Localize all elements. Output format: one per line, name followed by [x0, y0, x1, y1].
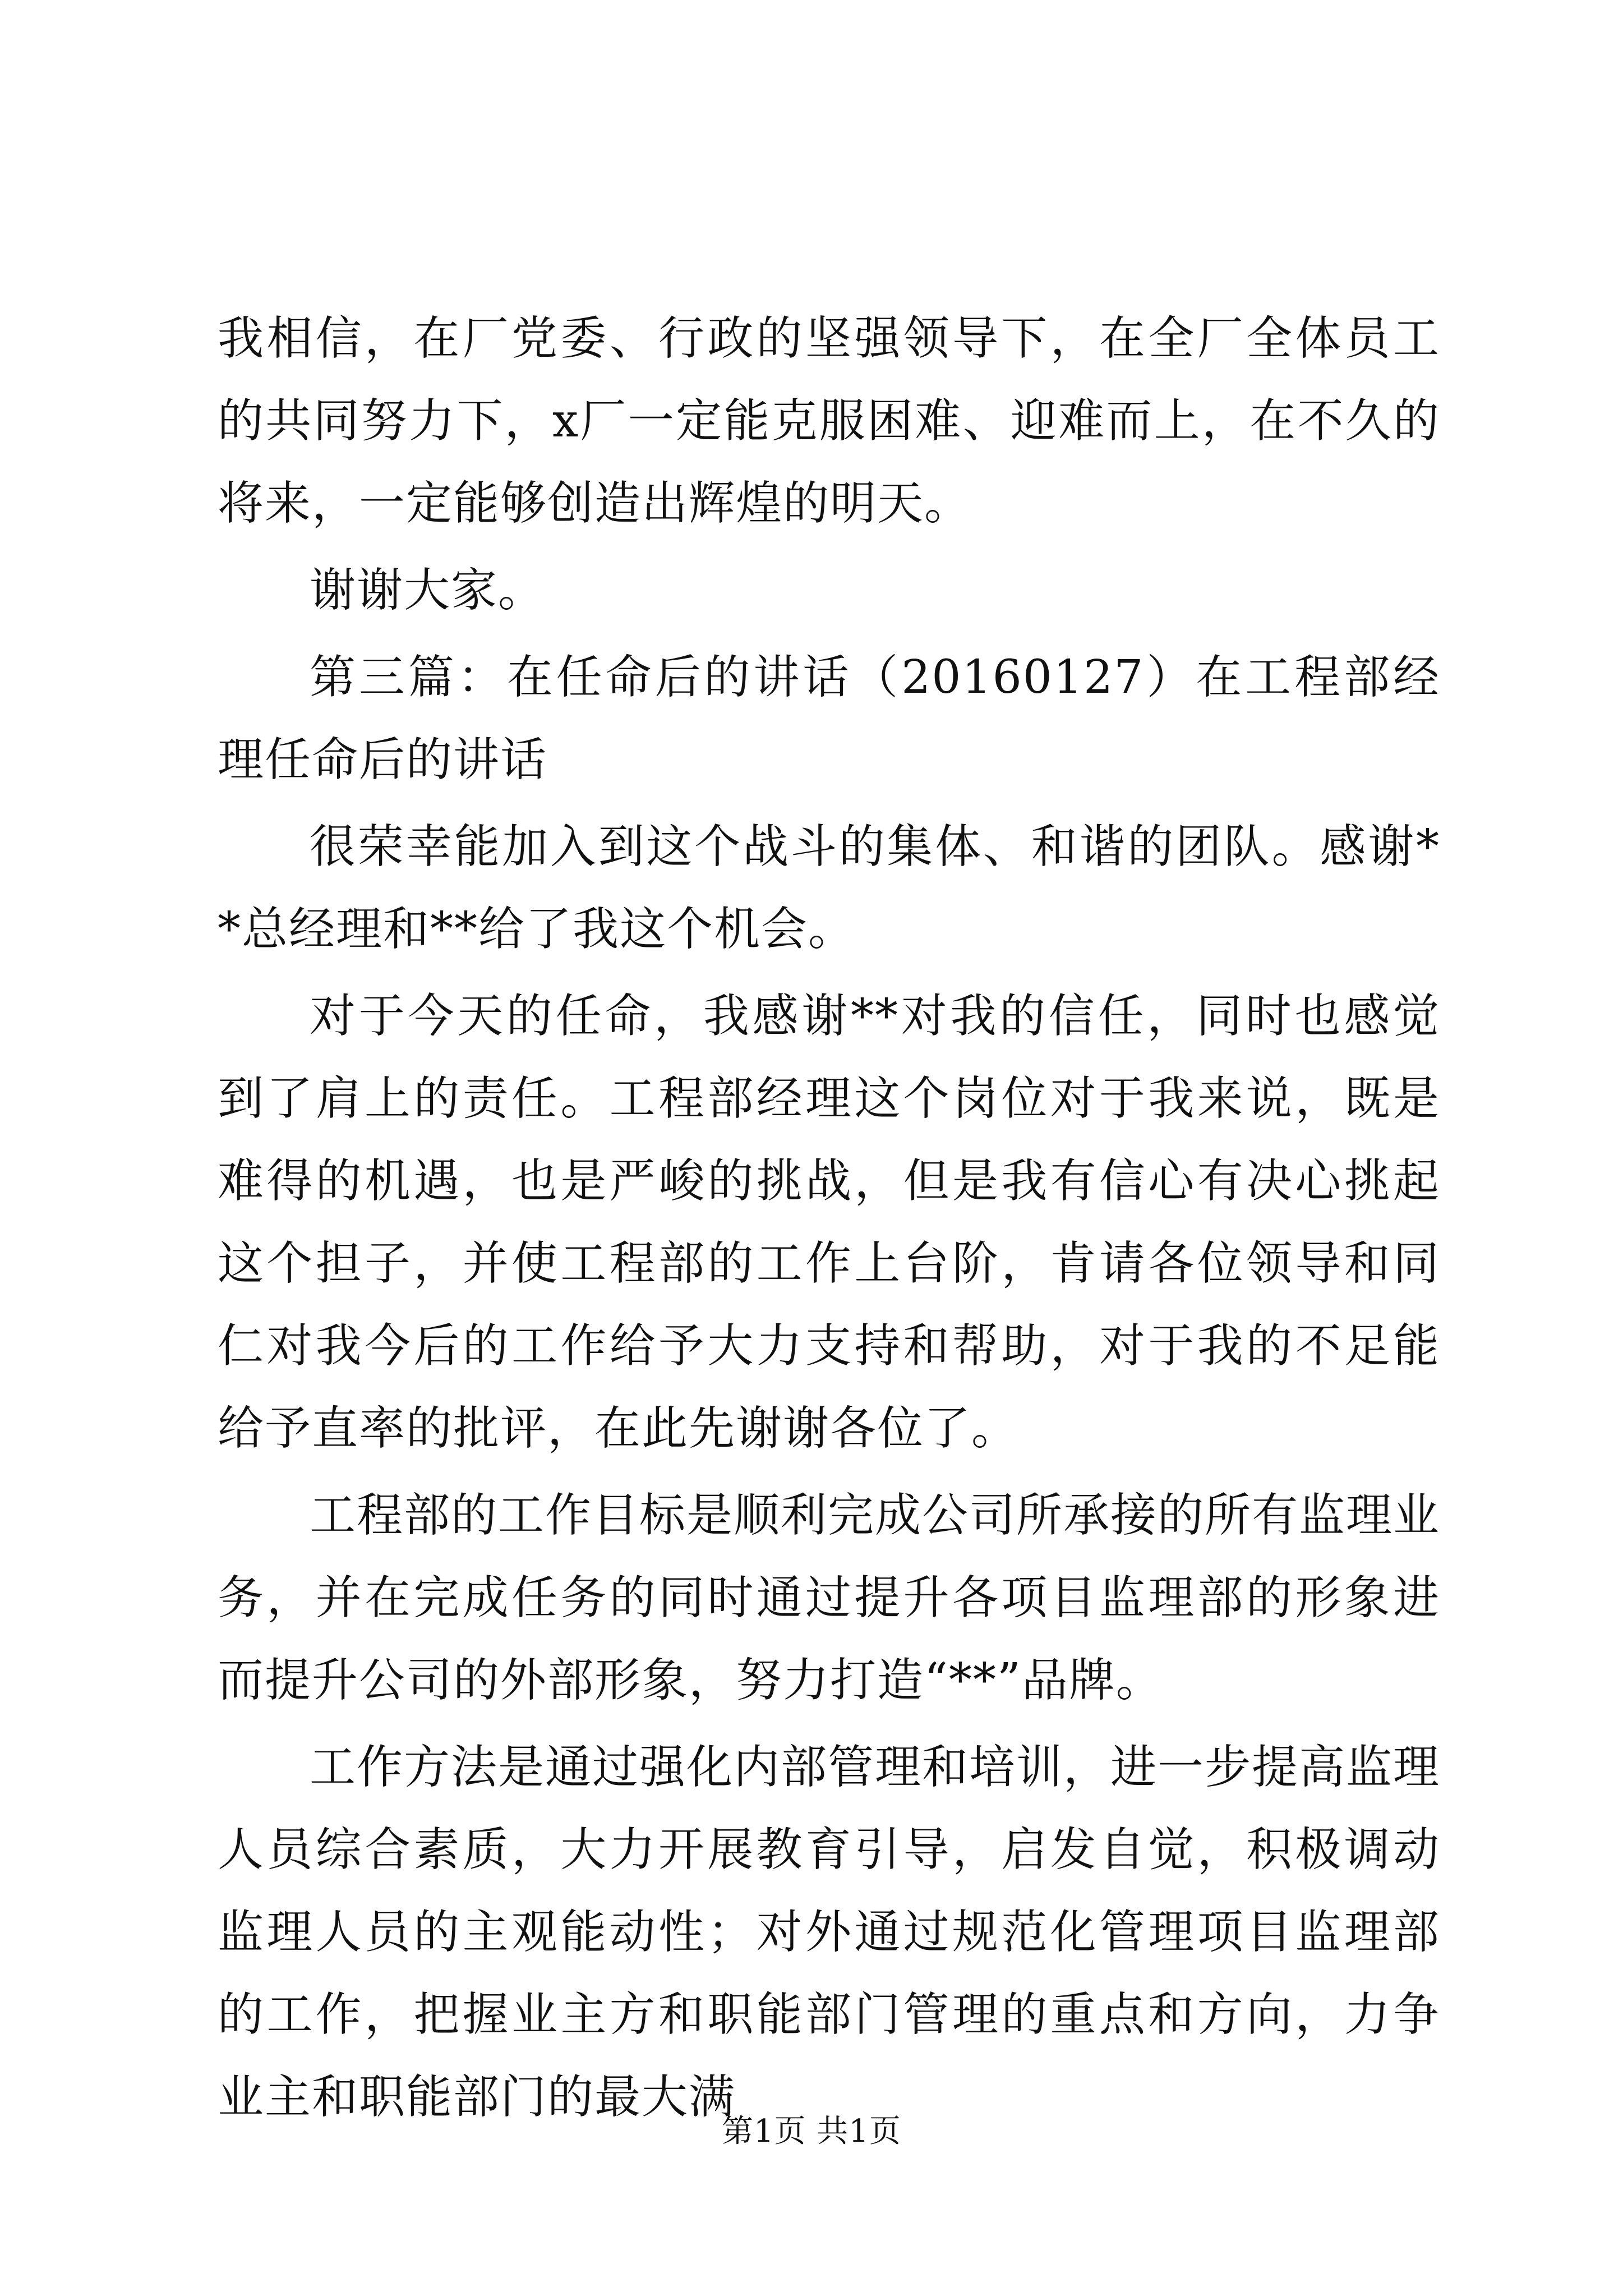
- paragraph-6: 工作方法是通过强化内部管理和培训，进一步提高监理人员综合素质，大力开展教育引导，启发自觉，积极调动监理人员的主观能动性；对外通过规范化管理项目监理部的工作，把握业主方和职能部门管理的重点和方向，力争业主和职能部门的最大满: [218, 1741, 1441, 2124]
- section-heading: 第三篇：在任命后的讲话（20160127）在工程部经理任命后的讲话: [218, 651, 1440, 786]
- page-footer: 第1页 共1页: [721, 2113, 902, 2150]
- paragraph-1: 我相信，在厂党委、行政的坚强领导下，在全厂全体员工的共同努力下，x厂一定能克服困难、迎难而上，在不久的将来，一定能够创造出辉煌的明天。: [218, 312, 1440, 530]
- paragraph-3: 很荣幸能加入到这个战斗的集体、和谐的团队。感谢**总经理和**给了我这个机会。: [218, 820, 1440, 956]
- paragraph-4: 对于今天的任命，我感谢**对我的信任，同时也感觉到了肩上的责任。工程部经理这个岗位对于我来说，既是难得的机遇，也是严峻的挑战，但是我有信心有决心挑起这个担子，并使工程部的工作上台阶，肯请各位领导和同仁对我今后的工作给予大力支持和帮助，对于我的不足能给予直率的批评，在此先谢谢各位了。: [218, 990, 1440, 1455]
- paragraph-2: 谢谢大家。: [310, 564, 546, 617]
- paragraph-5: 工程部的工作目标是顺利完成公司所承接的所有监理业务，并在完成任务的同时通过提升各项目监理部的形象进而提升公司的外部形象，努力打造“**”品牌。: [218, 1489, 1441, 1707]
- document-body: [218, 297, 1440, 2138]
